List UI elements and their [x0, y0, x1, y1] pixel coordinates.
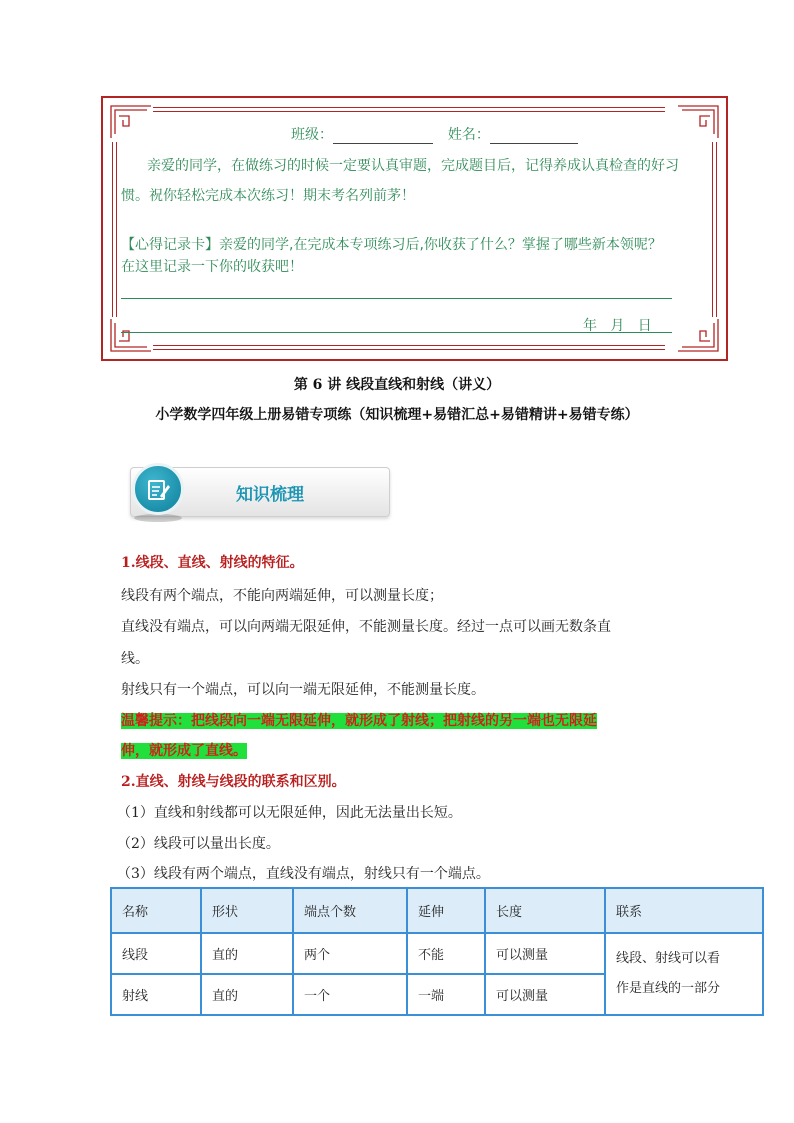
table-cell: 可以测量 [485, 933, 605, 974]
section2-p2: （2）线段可以量出长度。 [117, 836, 280, 852]
table-header-cell: 长度 [485, 888, 605, 933]
frame-line-bottom [153, 349, 665, 350]
record-card-text-cont: 在这里记录一下你的收获吧！ [121, 259, 303, 275]
section1-p1: 线段有两个端点，不能向两端延伸，可以测量长度； [121, 588, 443, 604]
greeting-text-cont: 惯。祝你轻松完成本次练习！期末考名列前茅！ [121, 188, 415, 204]
notepad-pencil-icon [146, 477, 172, 503]
frame-line-right [716, 142, 717, 317]
corner-ornament-icon [109, 317, 153, 353]
record-card-text: 【心得记录卡】亲爱的同学,在完成本专项练习后,你收获了什么？掌握了哪些新本领呢？ [121, 237, 662, 253]
table-cell: 两个 [293, 933, 407, 974]
table-header-cell: 延伸 [407, 888, 485, 933]
relation-text: 作是直线的一部分 [616, 981, 721, 996]
section1-heading: 1.线段、直线、射线的特征。 [121, 555, 304, 571]
relation-text: 线段、射线可以看 [616, 951, 721, 966]
class-name-row [291, 124, 578, 144]
record-line-1[interactable] [121, 298, 672, 299]
corner-ornament-icon [109, 104, 153, 140]
frame-line-right-2 [712, 142, 713, 317]
page-title: 第 6 讲 线段直线和射线（讲义） [293, 377, 501, 393]
frame-line-top-2 [153, 111, 665, 112]
table-row [111, 933, 763, 974]
table-cell: 一端 [407, 974, 485, 1015]
section1-p3: 射线只有一个端点，可以向一端无限延伸，不能测量长度。 [121, 682, 485, 698]
frame-line-top [153, 107, 665, 108]
table-cell: 一个 [293, 974, 407, 1015]
section2-heading: 2.直线、射线与线段的联系和区别。 [121, 774, 346, 790]
page-subtitle: 小学数学四年级上册易错专项练（知识梳理+易错汇总+易错精讲+易错专练） [155, 407, 639, 423]
table-cell: 直的 [201, 974, 293, 1015]
tip-highlight: 温馨提示：把线段向一端无限延伸，就形成了射线；把射线的另一端也无限延 [121, 713, 597, 729]
table-header-cell: 端点个数 [293, 888, 407, 933]
frame-line-left-2 [116, 142, 117, 317]
date-text: 年 月 日 [583, 318, 652, 334]
comparison-table [110, 887, 764, 1016]
table-cell: 线段 [111, 933, 201, 974]
frame-line-left [112, 142, 113, 317]
table-header-cell: 联系 [605, 888, 763, 933]
greeting-text: 亲爱的同学，在做练习的时候一定要认真审题，完成题目后，记得养成认真检查的好习 [147, 158, 679, 174]
section1-p2: 直线没有端点，可以向两端无限延伸，不能测量长度。经过一点可以画无数条直 [121, 619, 611, 635]
name-blank[interactable] [490, 129, 578, 144]
table-header-row [111, 888, 763, 933]
banner-badge [132, 463, 184, 515]
corner-ornament-icon [676, 104, 720, 140]
section-banner-label: 知识梳理 [236, 485, 304, 505]
class-blank[interactable] [333, 129, 433, 144]
table-header-cell: 名称 [111, 888, 201, 933]
class-label: 班级： [291, 127, 333, 143]
table-cell: 不能 [407, 933, 485, 974]
table-header-cell: 形状 [201, 888, 293, 933]
corner-ornament-icon [676, 317, 720, 353]
tip-line-1 [121, 710, 597, 730]
name-label: 姓名： [447, 127, 490, 143]
section1-p2-cont: 线。 [121, 651, 149, 667]
section2-p1: （1）直线和射线都可以无限延伸，因此无法量出长短。 [117, 805, 462, 821]
table-cell: 射线 [111, 974, 201, 1015]
banner-shadow [134, 514, 182, 522]
frame-line-bottom-2 [153, 345, 665, 346]
relation-cell [605, 933, 763, 1015]
table-cell: 直的 [201, 933, 293, 974]
table-cell: 可以测量 [485, 974, 605, 1015]
tip-highlight: 伸，就形成了直线。 [121, 743, 247, 759]
section2-p3: （3）线段有两个端点，直线没有端点，射线只有一个端点。 [117, 866, 490, 882]
tip-line-2 [121, 740, 247, 760]
